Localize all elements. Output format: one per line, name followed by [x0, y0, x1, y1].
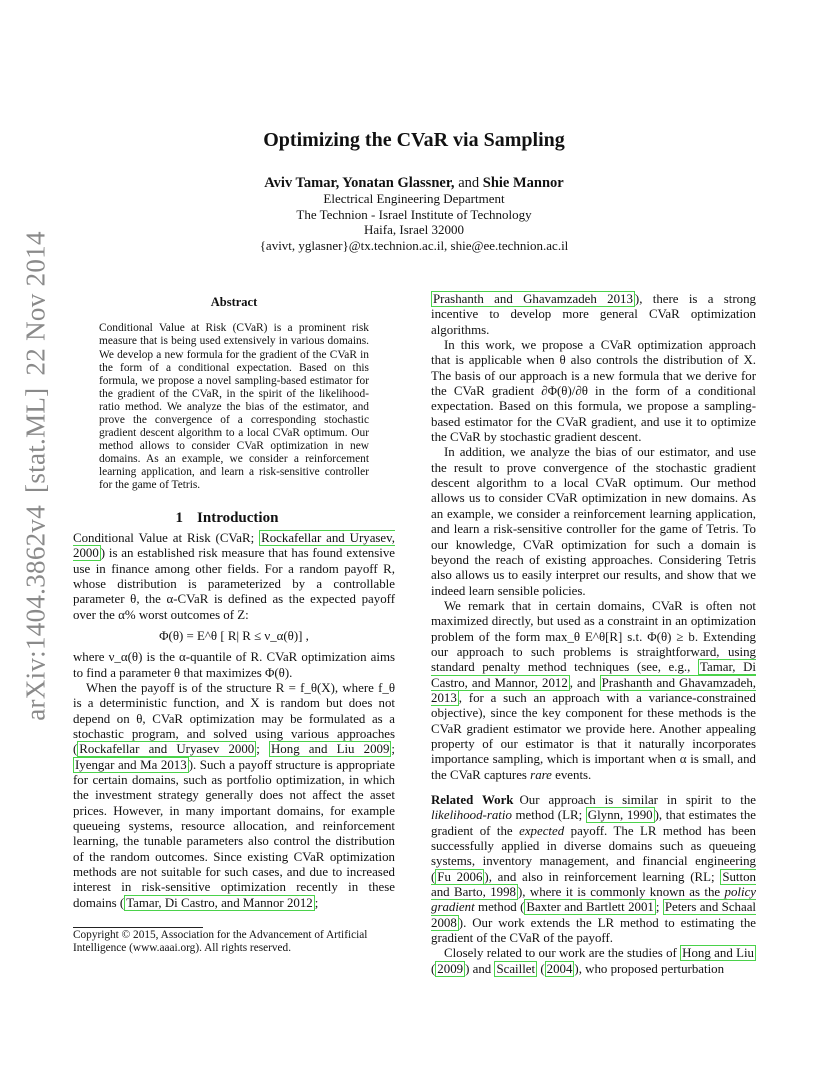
right-paragraph-2: In this work, we propose a CVaR optimization approach that is applicable when θ also controls the distribution of X. The basis of our approach is a new formula that we derive for the CVaR gradient ∂Φ(θ)/∂θ in the form of a conditional expectation. Based on this formula, we propose a sampling-based estimator for the CVaR gradient, and use it to optimize the CVaR by stochastic gradient descent. — [431, 338, 757, 445]
citation-link[interactable]: Fu 2006 — [437, 869, 483, 884]
related-work-heading: Related Work — [431, 793, 514, 807]
section-heading-introduction — [73, 511, 395, 526]
intro-paragraph-3: When the payoff is of the structure R = f_θ(X), where f_θ is a deterministic function, and X is random but does not depend on θ, CVaR optimization may be formulated as a stochastic program, and solved using various approaches ( Rockafellar and Uryasev 2000 ; Hong and Liu 2009 ; Iyengar and Ma 2013 ). Such a payoff structure is appropriate for certain domains, such as portfolio optimization, in which the investment strategy generally does not affect the asset prices. However, in many important domains, for example queueing systems, resource allocation, and reinforcement learning, the tunable parameters also control the distribution of the random outcomes. Since existing CVaR optimization methods are not suitable for such cases, and due to increased interest in risk-sensitive optimization recently in these domains ( Tamar, Di Castro, and Mannor 2012 ; — [73, 681, 396, 910]
citation-link[interactable]: Prashanth and Ghavamzadeh, 2013 — [431, 675, 756, 705]
affiliation — [0, 191, 828, 253]
arxiv-id: arXiv:1404.3862v4 — [20, 504, 51, 721]
arxiv-date: 22 Nov 2014 — [20, 231, 51, 376]
citation-link[interactable]: Hong and Liu 2009 — [271, 742, 390, 757]
affiliation-dept: Electrical Engineering Department — [323, 191, 505, 206]
right-column — [431, 292, 756, 977]
citation-link[interactable]: Sutton and Barto, 1998 — [431, 869, 756, 900]
citation-link[interactable]: Tamar, Di Castro, and Mannor 2012 — [126, 895, 313, 910]
affiliation-city: Haifa, Israel 32000 — [364, 222, 464, 238]
citation-link[interactable]: Tamar, Di Castro, and Mannor, 2012 — [431, 660, 756, 690]
arxiv-category: [stat.ML] — [20, 387, 51, 493]
authors-first: Aviv Tamar, Yonatan Glassner, — [264, 175, 455, 191]
authors-and: and — [458, 175, 480, 191]
gradient-fraction: ∂Φ(θ)/∂θ — [541, 384, 588, 399]
citation-link[interactable]: Hong and Liu — [682, 946, 754, 961]
citation-link[interactable]: 2009 — [437, 961, 464, 976]
abstract-text: Conditional Value at Risk (CVaR) is a prominent risk measure that is being used extensively in various domains. We develop a new formula for the gradient of the CVaR in the form of a conditional expectation. Based on this formula, we propose a novel sampling-based estimator for the gradient of the CVaR, in the spirit of the likelihood-ratio method. We analyze the bias of the estimator, and prove the convergence of a corresponding stochastic gradient descent algorithm to a local CVaR optimum. Our method allows to consider CVaR optimization in new domains. As an example, we consider a reinforcement learning application, and learn a risk-sensitive controller for the game of Tetris. — [99, 322, 369, 492]
paper-title: Optimizing the CVaR via Sampling — [263, 129, 565, 151]
authors-last: Shie Mannor — [482, 175, 564, 191]
affiliation-inst: The Technion - Israel Institute of Technology — [296, 206, 532, 222]
citation-link[interactable]: Scaillet — [496, 961, 536, 976]
equation-cvar: Φ(θ) = E^θ [ R| R ≤ ν_α(θ)] , — [159, 628, 309, 643]
citation-link[interactable]: Peters and Schaal 2008 — [431, 900, 757, 930]
related-work-paragraph: Related Work Our approach is similar in spirit to the likelihood-ratio method (LR; Glynn, 1990 ), that estimates the gradient of the expected payoff. The LR method has been successfully applied in diverse domains such as queueing systems, inventory management, and financial engineering ( Fu 2006 ), and also in reinforcement learning (RL; Sutton and Barto, 1998 ), where it is commonly known as the policy gradient method ( Baxter and Bartlett 2001 ; Peters and Schaal 2008 ). Our work extends the LR method to estimating the gradient of the CVaR of the payoff. — [431, 793, 757, 946]
right-paragraph-4: We remark that in certain domains, CVaR is often not maximized directly, but used as a constraint in an optimization problem of the form max_θ E^θ[R] s.t. Φ(θ) ≥ b. Extending our approach to such problems is straightforward, using standard penalty method techniques (see, e.g., Tamar, Di Castro, and Mannor, 2012 , and Prashanth and Ghavamzadeh, 2013 , for a such an approach with a variance-constrained objective), since the key component for these methods is the CVaR gradient estimator we provide here. Another appealing property of our estimator is that it naturally incorporates importance sampling, which is important when α is small, and the CVaR captures rare events. — [431, 598, 756, 782]
citation-link[interactable]: 2004 — [546, 961, 573, 976]
right-paragraph-1: Prashanth and Ghavamzadeh 2013 ), there is a strong incentive to develop more general CVaR optimization algorithms. — [431, 292, 756, 337]
citation-link[interactable]: Iyengar and Ma 2013 — [75, 757, 187, 772]
copyright-footnote: Copyright © 2015, Association for the Advancement of Artificial Intelligence (www.aaai.org). All rights reserved. — [73, 929, 368, 955]
citation-link[interactable]: Rockafellar and Uryasev 2000 — [79, 742, 255, 757]
right-paragraph-3: In addition, we analyze the bias of our estimator, and use the result to prove convergence of the stochastic gradient descent algorithm to a local CVaR optimum. Our method allows us to consider CVaR optimization in new domains. As an example, we consider a reinforcement learning application, and learn a risk-sensitive controller for the game of Tetris. To our knowledge, CVaR optimization for such a domain is beyond the reach of existing approaches. Considering Tetris also allows us to easily interpret our results, and show that we indeed learn sensible policies. — [431, 445, 756, 598]
abstract-heading: Abstract — [210, 295, 258, 309]
footnote-rule — [73, 927, 203, 928]
right-paragraph-closing: Closely related to our work are the studies of Hong and Liu ( 2009 ) and Scaillet ( 2004 ), who proposed perturbation — [431, 946, 754, 976]
citation-link[interactable]: Baxter and Bartlett 2001 — [526, 900, 654, 915]
left-column — [73, 295, 395, 911]
intro-paragraph-2: where ν_α(θ) is the α-quantile of R. CVaR optimization aims to find a parameter θ that maximizes Φ(θ). — [73, 650, 395, 680]
citation-link[interactable]: Prashanth and Ghavamzadeh 2013 — [433, 292, 633, 306]
citation-link[interactable]: Glynn, 1990 — [587, 808, 653, 823]
section-number: 1 — [175, 509, 184, 526]
section-title: Introduction — [197, 509, 279, 526]
intro-paragraph-1: Conditional Value at Risk (CVaR; Rockafellar and Uryasev, 2000 ) is an established risk measure that has found extensive use in finance among other fields. For a random payoff R, whose distribution is parameterized by a controllable parameter θ, the α-CVaR is defined as the expected payoff over the α% worst outcomes of Z: — [73, 530, 395, 622]
citation-link[interactable]: Rockafellar and Uryasev, 2000 — [73, 530, 395, 561]
author-line — [0, 175, 828, 192]
affiliation-emails: {avivt, yglasner}@tx.technion.ac.il, shie@ee.technion.ac.il — [259, 237, 569, 253]
